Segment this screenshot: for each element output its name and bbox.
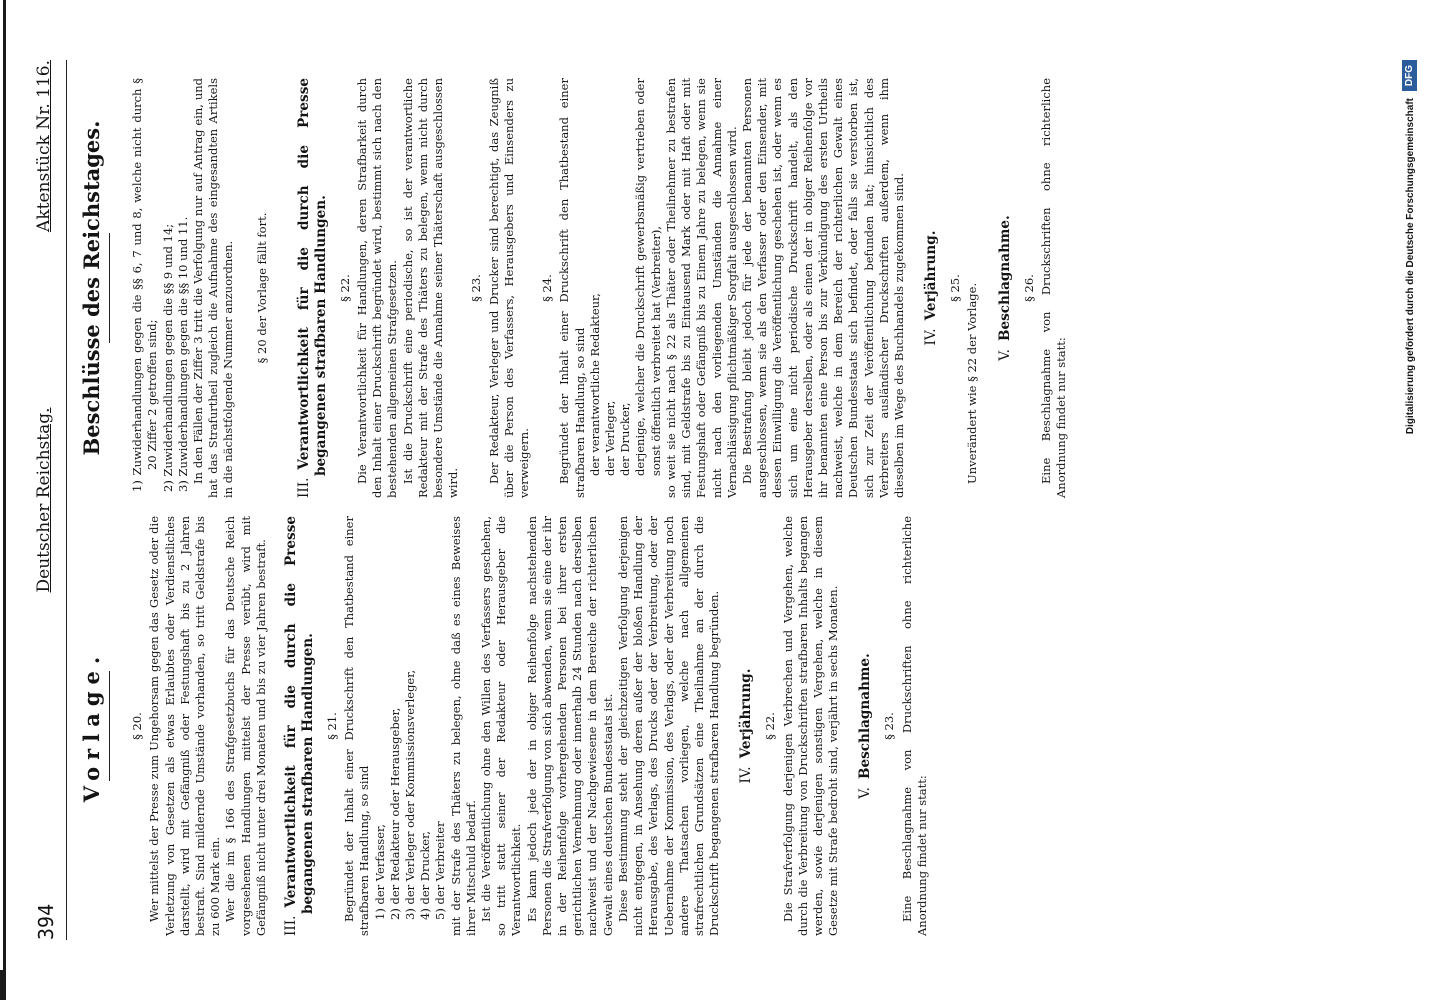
list-item: 2) Zuwiderhandlungen gegen die §§ 9 und 14; — [160, 223, 175, 492]
section-heading — [923, 78, 940, 498]
paragraph-number: § 23. — [882, 712, 897, 740]
paragraph-text: Die Bestrafung bleibt jedoch für jede der benannten Personen ausgeschlossen, wenn sie als den Verfasser oder den Einsender, mit dessen Einwilligung die Veröffentlichung geschehen ist, oder wenn es sich um eine nicht periodische Druckschrift handelt, als den Herausgeber derselben, oder als einen der in obiger Reihenfolge vor ihr benannten eine Person bis zur Verkündigung des ersten Urtheils nachweist, welche in dem Bereich der richterlichen Gewalt eines Deutschen Bundesstaats sich befindet, oder falls sie verstorben ist, sich zur Zeit der Veröffentlichung befunden hat; hinsichtlich des Verbreiters ausländischer Druckschriften außerdem, wenn ihm dieselben im Wege des Buchhandels zugekommen sind. — [739, 78, 906, 498]
paragraph-text: Ist die Druckschrift eine periodische, so ist der verantwortliche Redakteur mit der Strafe des Thäters zu belegen, wenn nicht durch besondere Umstände die Annahme seiner Thäterschaft ausgeschlossen wird. — [400, 78, 461, 498]
paragraph-text: Ist die Veröffentlichung ohne den Willen des Verfassers geschehen, so tritt statt seiner der Redakteur oder Herausgeber die Verantwortlichkeit. — [479, 516, 524, 936]
list-item: der verantwortliche Redakteur, — [587, 293, 602, 476]
section-heading — [738, 516, 755, 936]
section-heading — [997, 78, 1014, 498]
section-title: Verantwortlichkeit für die durch die Presse begangenen strafbaren Handlungen. — [295, 78, 329, 476]
paragraph-text: so weit sie nicht nach § 22 als Thäter oder Theilnehmer zu bestrafen sind, mit Geldstrafe bis zu Eintausend Mark oder mit Haft oder mit Festungshaft oder Gefängniß bis zu Einem Jahre zu belegen, wenn sie nicht nach den vorliegenden Umständen die Annahme einer Vernachlässigung pflichtmäßiger Sorgfalt ausgeschlossen wird. — [663, 78, 739, 498]
list-item: 4) der Drucker, — [418, 830, 433, 920]
header-divider — [66, 60, 67, 940]
column-title: Vorlage. — [79, 649, 104, 803]
paragraph-text: Wer die im § 166 des Strafgesetzbuchs für das Deutsche Reich vorgesehenen Handlungen mittelst der Presse verübt, wird mit Gefängniß nicht unter drei Monaten und bis zu vier Jahren bestraft. — [223, 516, 268, 936]
paragraph-number: § 26. — [1021, 274, 1036, 302]
section-heading — [283, 516, 317, 936]
section-numeral: V. — [857, 787, 874, 799]
page-header — [26, 60, 66, 940]
omitted-paragraph-note: § 20 der Vorlage fällt fort. — [254, 212, 269, 364]
section-numeral: V. — [996, 349, 1013, 361]
paragraph-text: Die Strafverfolgung derjenigen Verbrechen und Vergehen, welche durch die Verbreitung von Druckschriften strafbaren Inhalts begangen werden, sowie derjenigen sonstigen Vergehen, welche in diesem Gesetze mit Strafe bedroht sind, verjährt in sechs Monaten. — [780, 516, 841, 936]
paragraph-text: Unverändert wie § 22 der Vorlage. — [965, 282, 980, 484]
section-numeral: III. — [295, 477, 312, 498]
digitization-note: Digitalisierung gefördert durch die Deutsche Forschungsgemeinschaft — [1405, 98, 1416, 435]
list-item: der Verleger, — [603, 400, 618, 476]
paragraph-text: Begründet der Inhalt einer Druckschrift den Thatbestand einer strafbaren Handlung, so sind — [557, 78, 587, 498]
scan-corner-mark — [0, 970, 6, 1000]
left-column-vorlage — [78, 516, 930, 936]
list-item: 2) der Redakteur oder Herausgeber, — [387, 707, 402, 920]
paragraph-text: In den Fällen der Ziffer 3 tritt die Verfolgung nur auf Antrag ein, und hat das Strafurtheil zugleich die Aufnahme des eingesandten Artikels in die nächstfolgende Nummer anzuordnen. — [191, 78, 236, 498]
document-reference: Aktenstück Nr. 116. — [34, 60, 54, 232]
section-title: Verantwortlichkeit für die durch die Presse begangenen strafbaren Handlungen. — [283, 516, 317, 914]
list-item: 3) der Verleger oder Kommissionsverleger, — [403, 669, 418, 920]
paragraph-text: Die Verantwortlichkeit für Handlungen, deren Strafbarkeit durch den Inhalt einer Druckschrift begründet wird, bestimmt sich nach den bestehenden allgemeinen Strafgesetzen. — [355, 78, 400, 498]
title-rule — [109, 233, 110, 343]
list-item: 1) Zuwiderhandlungen gegen die §§ 6, 7 und 8, welche nicht durch § 20 Ziffer 2 getroffen sind; — [130, 78, 160, 492]
section-numeral: IV. — [738, 766, 755, 784]
list-item: der Drucker, — [618, 402, 633, 476]
dfg-logo: DFG — [1402, 60, 1417, 91]
paragraph-number: § 23. — [469, 274, 484, 302]
paragraph-text: Es kann jedoch jede der in obiger Reihenfolge nachstehenden Personen die Strafverfolgung von sich abwenden, wenn sie eine der ihr in der Reihenfolge vorhergehenden Personen bei ihrer ersten gerichtlichen Vernehmung oder innerhalb 24 Stunden nach derselben nachweist und der Nachgewiesene in dem Bereiche der richterlichen Gewalt eines deutschen Bundesstaats ist. — [524, 516, 615, 936]
paragraph-number: § 20. — [130, 712, 145, 740]
violations-list — [130, 78, 191, 498]
paragraph-text: mit der Strafe des Thäters zu belegen, ohne daß es eines Beweises ihrer Mitschuld bedarf. — [448, 516, 478, 936]
section-heading — [296, 78, 330, 498]
paragraph-text: Eine Beschlagnahme von Druckschriften ohne richterliche Anordnung findet nur statt: — [899, 516, 929, 936]
paragraph-text: Diese Bestimmung steht der gleichzeitigen Verfolgung derjenigen nicht entgegen, in Ansehung deren außer der bloßen Handlung der Herausgabe, des Verlags, des Drucks oder der Verbreitung, oder der Uebernahme der Kommission, des Verlags, oder der Verbreitung noch andere Thatsachen vorliegen, welche nach allgemeinen strafrechtlichen Grundsätzen eine Theilnahme an der durch die Druckschrift begangenen strafbaren Handlung begründen. — [615, 516, 722, 936]
section-heading — [857, 516, 874, 936]
list-item: 3) Zuwiderhandlungen gegen die §§ 10 und 11. — [175, 216, 190, 492]
section-numeral: IV. — [923, 328, 940, 346]
paragraph-number: § 22. — [763, 712, 778, 740]
list-item: 5) der Verbreiter — [433, 821, 448, 920]
paragraph-number: § 22. — [337, 274, 352, 302]
paragraph-number: § 21. — [325, 712, 340, 740]
paragraph-text: Der Redakteur, Verleger und Drucker sind berechtigt, das Zeugniß über die Person des Verfassers, Herausgebers und Einsenders zu verweigern. — [486, 78, 532, 498]
responsible-persons-list — [373, 516, 449, 936]
section-numeral: III. — [283, 915, 300, 936]
paragraph-text: Begründet der Inhalt einer Druckschrift den Thatbestand einer strafbaren Handlung, so sind — [342, 516, 372, 936]
section-title: Verjährung. — [738, 668, 755, 759]
list-item: 1) der Verfasser, — [372, 824, 387, 920]
paragraph-number: § 24. — [540, 274, 555, 302]
section-title: Beschlagnahme. — [996, 215, 1013, 342]
scan-edge-mark — [3, 0, 6, 980]
section-title: Verjährung. — [923, 230, 940, 321]
digitization-footer — [1397, 60, 1427, 940]
publication-title: Deutscher Reichstag. — [34, 407, 54, 593]
page-number: 394 — [34, 903, 58, 940]
paragraph-text: Wer mittelst der Presse zum Ungehorsam gegen das Gesetz oder die Verletzung von Gesetzen als etwas Erlaubtes oder Verdienstliches darstellt, wird mit Gefängniß oder Festungshaft bis zu 2 Jahren bestraft. Sind mildernde Umstände vorhanden, so tritt Geldstrafe bis zu 600 Mark ein. — [147, 516, 223, 936]
list-item: derjenige, welcher die Druckschrift gewerbsmäßig vertrieben oder sonst öffentlich verbreitet hat (Verbreiter), — [633, 78, 663, 476]
right-column-beschluesse — [78, 78, 1069, 498]
section-title: Beschlagnahme. — [857, 653, 874, 780]
column-title: Beschlüsse des Reichstages. — [79, 120, 104, 456]
paragraph-number: § 25. — [948, 274, 963, 302]
paragraph-text: Eine Beschlagnahme von Druckschriften ohne richterliche Anordnung findet nur statt: — [1038, 78, 1068, 498]
title-rule — [109, 671, 110, 781]
responsible-persons-list — [588, 78, 664, 498]
